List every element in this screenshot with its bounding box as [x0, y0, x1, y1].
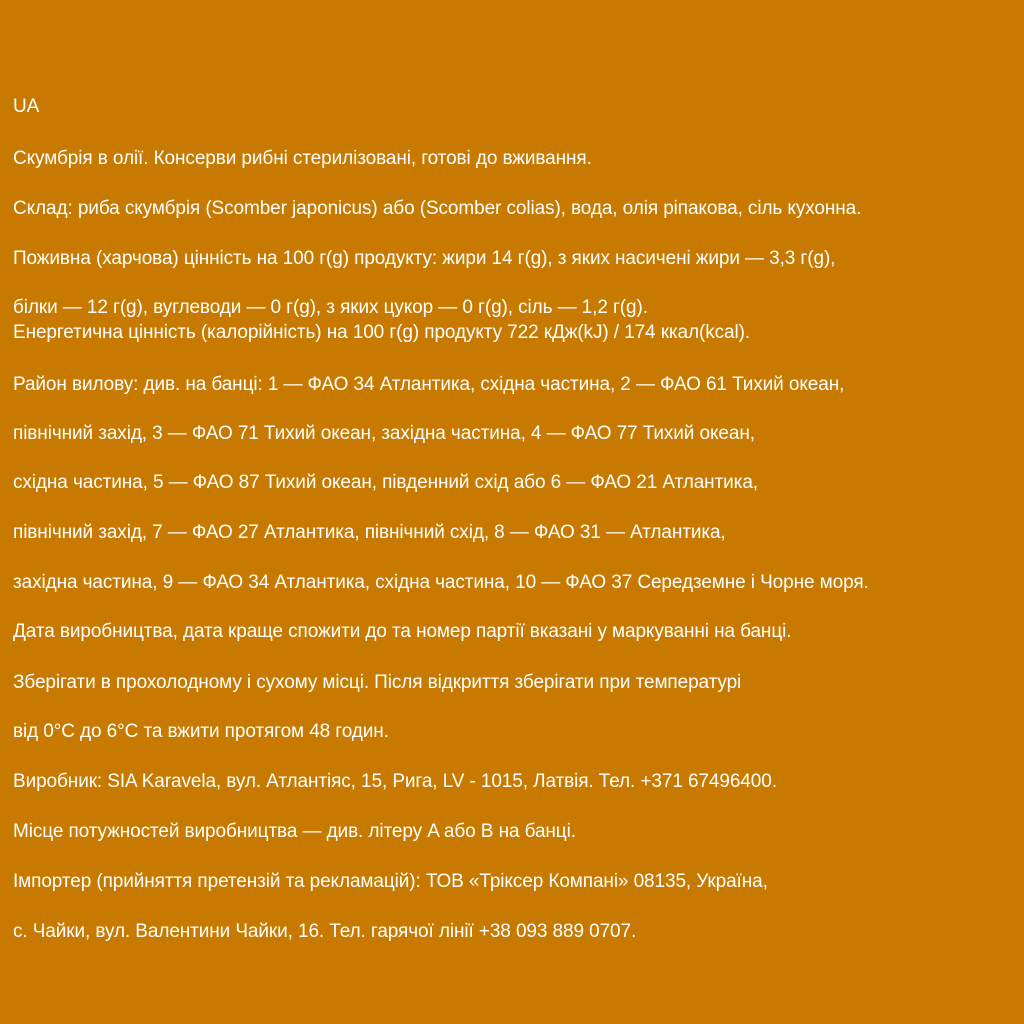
- importer-line-1: Імпортер (прийняття претензій та рекламацій): ТОВ «Тріксер Компані» 08135, Україна,: [13, 871, 768, 892]
- fishing-area-line: Район вилову: див. на банці: 1 — ФАО 34 Атлантика, східна частина, 2 — ФАО 61 Тихий океан,: [13, 374, 845, 395]
- fishing-area-line: західна частина, 9 — ФАО 34 Атлантика, східна частина, 10 — ФАО 37 Середземне і Чорне моря.: [13, 572, 869, 593]
- energy-value-text: Енергетична цінність (калорійність) на 100 г(g) продукту 722 кДж(kJ) / 174 ккал(kcal).: [13, 322, 751, 343]
- nutrition-line-2: білки — 12 г(g), вуглеводи — 0 г(g), з яких цукор — 0 г(g), сіль — 1,2 г(g).: [13, 297, 648, 318]
- nutrition-line-1: Поживна (харчова) цінність на 100 г(g) продукту: жири 14 г(g), з яких насичені жири — 3,3 г(g),: [13, 248, 836, 269]
- production-site-text: Місце потужностей виробництва — див. літеру A або B на банці.: [13, 821, 576, 842]
- fishing-area-line: східна частина, 5 — ФАО 87 Тихий океан, південний схід або 6 — ФАО 21 Атлантика,: [13, 472, 758, 493]
- language-code: UA: [13, 96, 40, 117]
- fishing-area-line: північний захід, 3 — ФАО 71 Тихий океан, західна частина, 4 — ФАО 77 Тихий океан,: [13, 423, 755, 444]
- manufacturer-text: Виробник: SIA Karavela, вул. Атлантіяс, 15, Рига, LV - 1015, Латвія. Тел. +371 67496400.: [13, 771, 777, 792]
- importer-line-2: с. Чайки, вул. Валентини Чайки, 16. Тел. гарячої лінії +38 093 889 0707.: [13, 921, 637, 942]
- ingredients-text: Склад: риба скумбрія (Scomber japonicus) або (Scomber colias), вода, олія ріпакова, сіль кухонна.: [13, 198, 862, 219]
- storage-line-2: від 0°C до 6°C та вжити протягом 48 годин.: [13, 721, 389, 742]
- product-title: Скумбрія в олії. Консерви рибні стерилізовані, готові до вживання.: [13, 148, 592, 169]
- fishing-area-line: північний захід, 7 — ФАО 27 Атлантика, північний схід, 8 — ФАО 31 — Атлантика,: [13, 522, 726, 543]
- storage-line-1: Зберігати в прохолодному і сухому місці. Після відкриття зберігати при температурі: [13, 672, 742, 693]
- production-date-text: Дата виробництва, дата краще спожити до та номер партії вказані у маркуванні на банці.: [13, 621, 792, 642]
